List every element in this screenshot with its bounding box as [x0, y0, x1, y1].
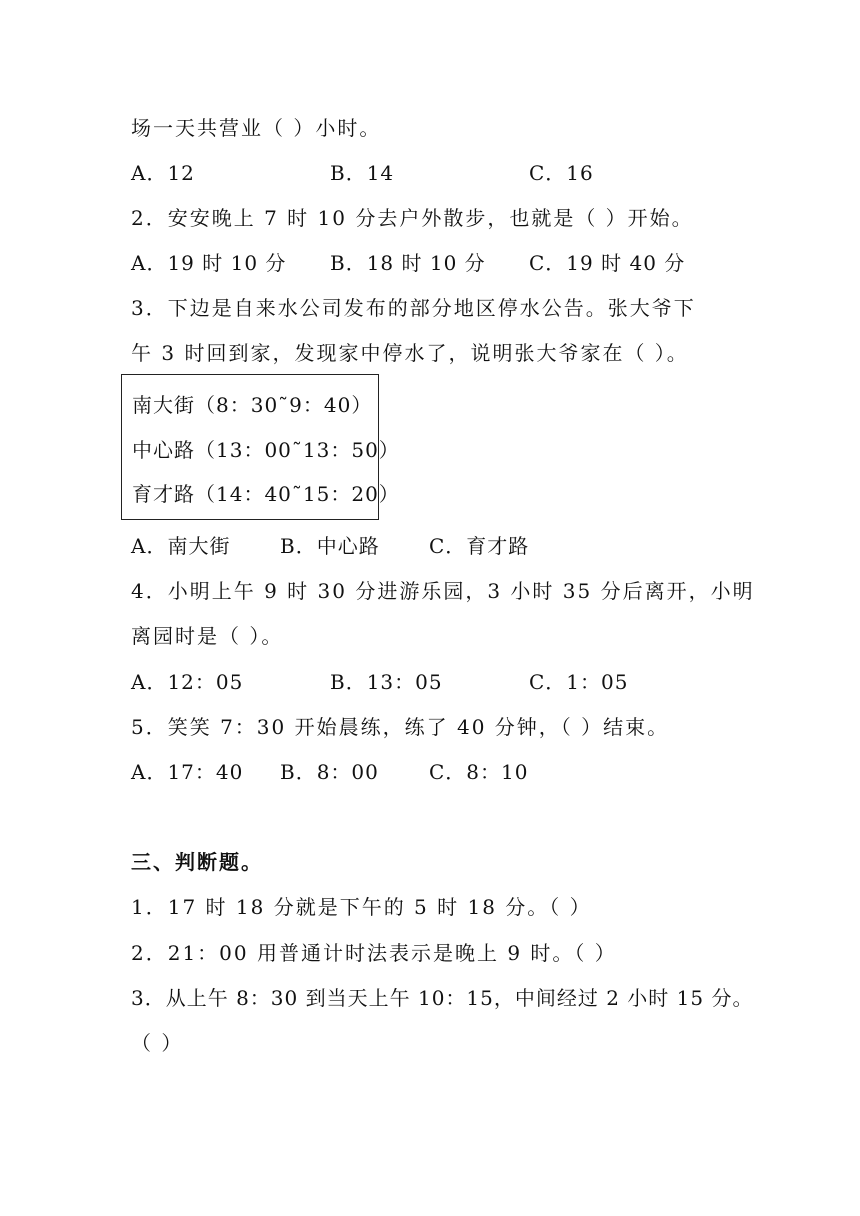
notice-item-zhongxinlu: 中心路（13：00˜13：50） — [132, 438, 400, 462]
q3-option-b: B．中心路 — [280, 534, 380, 558]
q1-option-b: B．14 — [330, 161, 395, 185]
q2-option-c: C．19 时 40 分 — [529, 251, 686, 275]
judge-item-1: 1．17 时 18 分就是下午的 5 时 18 分。（ ） — [131, 895, 592, 919]
q5-option-a: A．17：40 — [131, 760, 244, 784]
judge-item-2: 2．21：00 用普通计时法表示是晚上 9 时。（ ） — [131, 941, 617, 965]
notice-item-yucailu: 育才路（14：40˜15：20） — [132, 482, 400, 506]
q5-option-c: C．8：10 — [429, 760, 529, 784]
q3-stem-line2: 午 3 时回到家，发现家中停水了，说明张大爷家在（ ）。 — [131, 341, 689, 365]
q1-stem-tail: 场一天共营业（ ）小时。 — [131, 116, 382, 140]
q5-option-b: B．8：00 — [280, 760, 379, 784]
q1-option-a: A．12 — [131, 161, 195, 185]
section3-heading: 三、判断题。 — [131, 850, 263, 874]
q2-option-a: A．19 时 10 分 — [131, 251, 287, 275]
q3-option-c: C．育才路 — [429, 534, 530, 558]
q4-stem-line1: 4．小明上午 9 时 30 分进游乐园，3 小时 35 分后离开，小明 — [131, 579, 755, 603]
q4-option-b: B．13：05 — [330, 670, 443, 694]
q2-option-b: B．18 时 10 分 — [330, 251, 486, 275]
q4-stem-line2: 离园时是（ ）。 — [131, 624, 284, 648]
water-outage-notice — [121, 374, 400, 520]
q5-stem: 5．笑笑 7：30 开始晨练，练了 40 分钟，（ ）结束。 — [131, 715, 670, 739]
q4-option-a: A．12：05 — [131, 670, 244, 694]
q3-option-a: A．南大街 — [131, 534, 231, 558]
judge-item-3: 3．从上午 8：30 到当天上午 10：15，中间经过 2 小时 15 分。 — [131, 986, 754, 1010]
q1-option-c: C．16 — [529, 161, 594, 185]
notice-item-nandajie: 南大街（8：30˜9：40） — [132, 393, 373, 417]
q3-stem-line1: 3．下边是自来水公司发布的部分地区停水公告。张大爷下 — [131, 296, 696, 320]
judge-item-3-blank: （ ） — [131, 1031, 184, 1055]
q2-stem: 2．安安晚上 7 时 10 分去户外散步，也就是（ ）开始。 — [131, 206, 694, 230]
q4-option-c: C．1：05 — [529, 670, 629, 694]
